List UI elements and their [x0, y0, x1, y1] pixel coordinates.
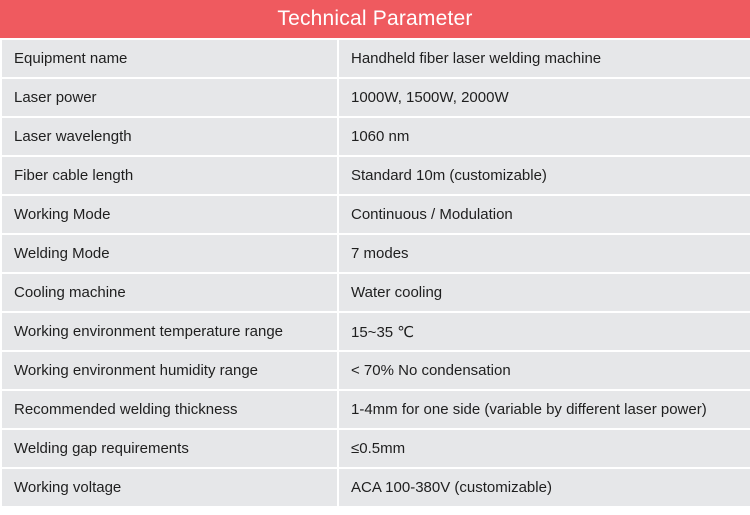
parameter-label: Recommended welding thickness [2, 391, 337, 428]
parameter-label: Working Mode [2, 196, 337, 233]
parameter-value: 1000W, 1500W, 2000W [339, 79, 750, 116]
table-header [0, 0, 750, 38]
table-row [0, 391, 750, 428]
parameter-label: Laser power [2, 79, 337, 116]
parameter-value: 15~35 ℃ [339, 313, 750, 350]
parameter-value: 1060 nm [339, 118, 750, 155]
parameter-value: < 70% No condensation [339, 352, 750, 389]
table-row [0, 118, 750, 155]
parameter-label: Working environment humidity range [2, 352, 337, 389]
parameter-label: Cooling machine [2, 274, 337, 311]
parameter-label: Working voltage [2, 469, 337, 506]
parameter-label: Working environment temperature range [2, 313, 337, 350]
table-row [0, 235, 750, 272]
table-row [0, 79, 750, 116]
parameter-value: ACA 100-380V (customizable) [339, 469, 750, 506]
parameter-value: Standard 10m (customizable) [339, 157, 750, 194]
parameter-table [0, 38, 750, 506]
parameter-label: Welding Mode [2, 235, 337, 272]
parameter-label: Welding gap requirements [2, 430, 337, 467]
table-row [0, 352, 750, 389]
parameter-value: ≤0.5mm [339, 430, 750, 467]
parameter-value: 1-4mm for one side (variable by different laser power) [339, 391, 750, 428]
parameter-value: Water cooling [339, 274, 750, 311]
table-row [0, 313, 750, 350]
parameter-label: Fiber cable length [2, 157, 337, 194]
table-row [0, 274, 750, 311]
parameter-value: 7 modes [339, 235, 750, 272]
parameter-label: Equipment name [2, 40, 337, 77]
parameter-value: Handheld fiber laser welding machine [339, 40, 750, 77]
table-row [0, 196, 750, 233]
table-row [0, 157, 750, 194]
page-title: Technical Parameter [277, 7, 473, 30]
table-row [0, 430, 750, 467]
parameter-label: Laser wavelength [2, 118, 337, 155]
table-row [0, 40, 750, 77]
parameter-value: Continuous / Modulation [339, 196, 750, 233]
table-row [0, 469, 750, 506]
